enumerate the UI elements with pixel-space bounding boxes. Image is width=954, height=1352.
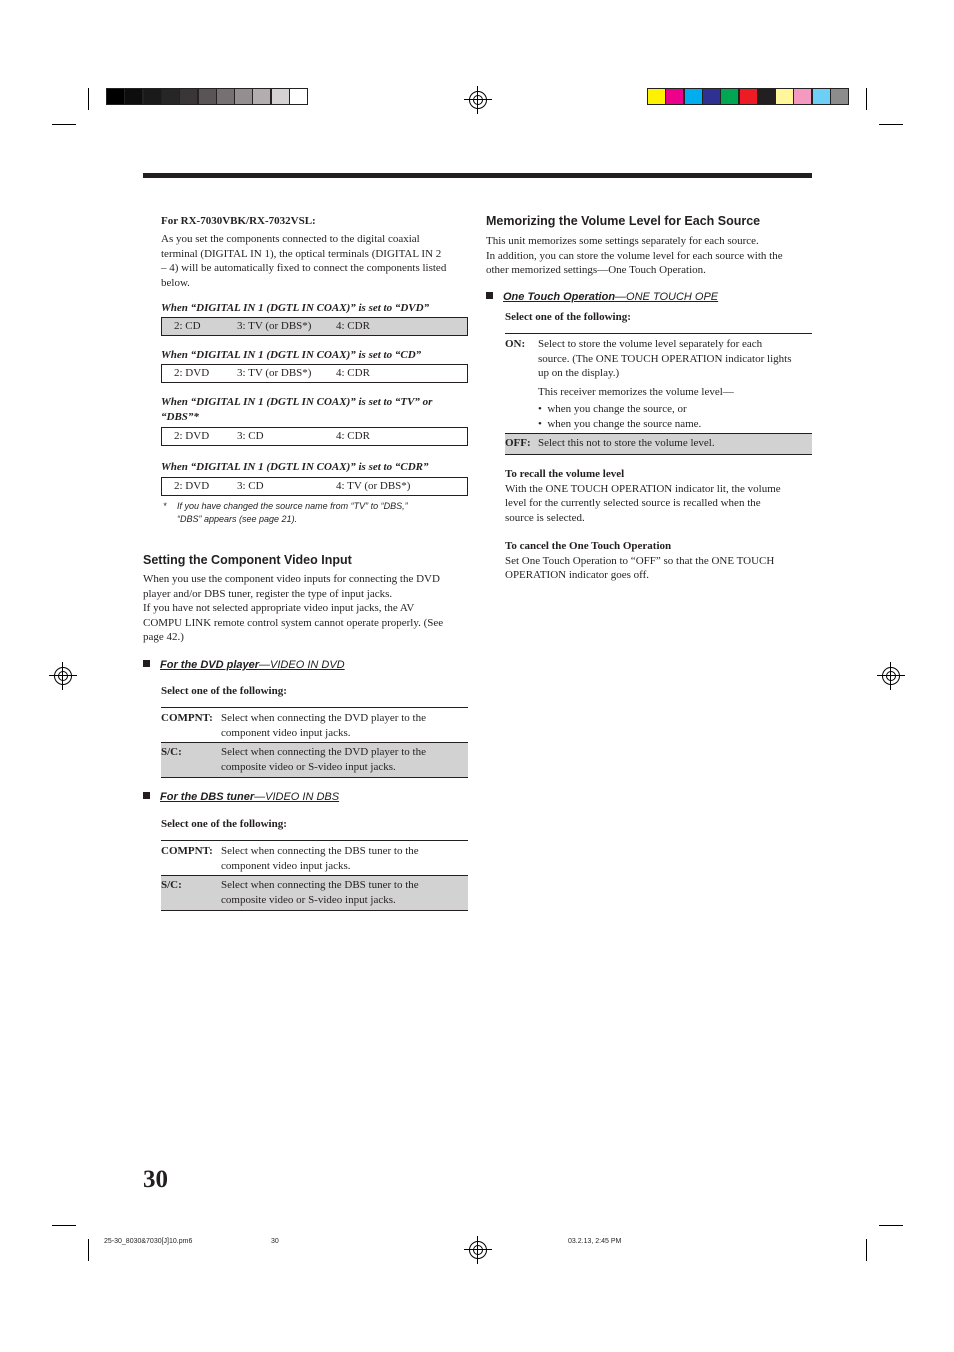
- gray-swatch: [289, 88, 308, 105]
- select-instruction: Select one of the following:: [505, 311, 631, 323]
- option-row-on: ON: Select to store the volume level separately for each source. (The ONE TOUCH OPERATION indicator lights up on the display.) This receiver memorizes the volume level— • when you change the source, or • when you change the source name.: [505, 338, 792, 430]
- gray-swatch: [252, 88, 271, 105]
- option-row: S/C: Select when connecting the DBS tuner to the composite video or S-video input jacks.: [161, 876, 468, 910]
- color-swatch: [684, 88, 703, 105]
- option-row: S/C: Select when connecting the DVD player to the composite video or S-video input jacks.: [161, 743, 468, 777]
- registration-mark-icon: [469, 1241, 487, 1259]
- cancel-section: To cancel the One Touch Operation Set One Touch Operation to “OFF” so that the ONE TOUCH OPERATION indicator goes off.: [505, 540, 775, 581]
- color-swatch: [830, 88, 849, 105]
- crop-mark: [52, 124, 76, 125]
- option-row: COMPNT: Select when connecting the DBS tuner to the component video input jacks.: [161, 845, 419, 872]
- select-instruction: Select one of the following:: [161, 818, 287, 830]
- header-rule: [143, 173, 812, 178]
- select-instruction: Select one of the following:: [161, 685, 287, 697]
- footnote-mark: *: [163, 501, 167, 511]
- footer-filename: 25-30_8030&7030[J]10.pm6: [104, 1238, 193, 1245]
- color-swatch: [775, 88, 794, 105]
- video-paragraph: When you use the component video inputs for connecting the DVD player and/or DBS tuner, register the type of input jacks. If you have not selected appropriate video input jacks, the AV COMPU LINK remote control system cannot operate properly. (See page 42.): [143, 573, 444, 643]
- intro-paragraph: As you set the components connected to the digital coaxial terminal (DIGITAL IN 1), the optical terminals (DIGITAL IN 2 – 4) will be automatically fixed to connect the components listed below.: [161, 233, 447, 289]
- one-touch-subheading: One Touch Operation—ONE TOUCH OPE: [486, 291, 718, 303]
- option-row: COMPNT: Select when connecting the DVD player to the component video input jacks.: [161, 712, 426, 739]
- option-row-off: OFF: Select this not to store the volume level.: [505, 434, 812, 454]
- gray-swatch: [234, 88, 253, 105]
- crop-mark: [866, 88, 867, 110]
- footer-page: 30: [271, 1238, 279, 1245]
- recall-section: To recall the volume level With the ONE TOUCH OPERATION indicator lit, the volume level for the currently selected source is recalled when the source is selected.: [505, 468, 781, 524]
- gray-swatch: [216, 88, 235, 105]
- footer-datetime: 03.2.13, 2:45 PM: [568, 1238, 622, 1245]
- case-title: When “DIGITAL IN 1 (DGTL IN COAX)” is set to “DVD”: [161, 302, 430, 314]
- terminal-box: 2: DVD 3: TV (or DBS*) 4: CDR: [161, 364, 468, 383]
- model-heading: For RX-7030VBK/RX-7032VSL:: [161, 215, 316, 227]
- table-rule: [505, 333, 812, 334]
- gray-swatch: [124, 88, 143, 105]
- gray-swatch: [198, 88, 217, 105]
- color-swatch: [812, 88, 831, 105]
- memorize-paragraph: This unit memorizes some settings separately for each source. In addition, you can store the volume level for each source with the other memorized settings—One Touch Operation.: [486, 235, 783, 276]
- color-swatch: [702, 88, 721, 105]
- color-swatch: [739, 88, 758, 105]
- color-swatch: [647, 88, 666, 105]
- dbs-subheading: For the DBS tuner—VIDEO IN DBS: [143, 791, 339, 803]
- footnote: If you have changed the source name from “TV” to “DBS,” “DBS” appears (see page 21).: [177, 501, 408, 524]
- terminal-box: 2: DVD 3: CD 4: TV (or DBS*): [161, 477, 468, 496]
- section-heading: Setting the Component Video Input: [143, 553, 352, 567]
- terminal-box: 2: CD 3: TV (or DBS*) 4: CDR: [161, 317, 468, 336]
- table-rule: [161, 840, 468, 841]
- case-title: When “DIGITAL IN 1 (DGTL IN COAX)” is set to “CDR”: [161, 461, 429, 473]
- crop-mark: [879, 1225, 903, 1226]
- table-rule: [161, 777, 468, 778]
- case-title: When “DIGITAL IN 1 (DGTL IN COAX)” is set to “CD”: [161, 349, 422, 361]
- case-title: When “DIGITAL IN 1 (DGTL IN COAX)” is set to “TV” or “DBS”*: [161, 396, 433, 423]
- crop-mark: [866, 1239, 867, 1261]
- table-rule: [161, 707, 468, 708]
- crop-mark: [88, 1239, 89, 1261]
- crop-mark: [88, 88, 89, 110]
- table-rule: [505, 454, 812, 455]
- gray-swatch: [143, 88, 162, 105]
- square-bullet-icon: [143, 660, 150, 667]
- square-bullet-icon: [486, 292, 493, 299]
- gray-swatch: [179, 88, 198, 105]
- gray-swatch: [161, 88, 180, 105]
- color-swatch: [793, 88, 812, 105]
- dvd-subheading: For the DVD player—VIDEO IN DVD: [143, 659, 345, 671]
- registration-mark-icon: [54, 667, 72, 685]
- registration-mark-icon: [882, 667, 900, 685]
- crop-mark: [52, 1225, 76, 1226]
- crop-mark: [879, 124, 903, 125]
- gray-swatch: [271, 88, 290, 105]
- section-heading: Memorizing the Volume Level for Each Source: [486, 214, 761, 228]
- color-swatch: [720, 88, 739, 105]
- registration-mark-icon: [469, 91, 487, 109]
- page-number: 30: [143, 1166, 168, 1193]
- color-swatch: [665, 88, 684, 105]
- terminal-box: 2: DVD 3: CD 4: CDR: [161, 427, 468, 446]
- gray-swatch: [106, 88, 125, 105]
- color-swatch: [757, 88, 776, 105]
- table-rule: [161, 910, 468, 911]
- square-bullet-icon: [143, 792, 150, 799]
